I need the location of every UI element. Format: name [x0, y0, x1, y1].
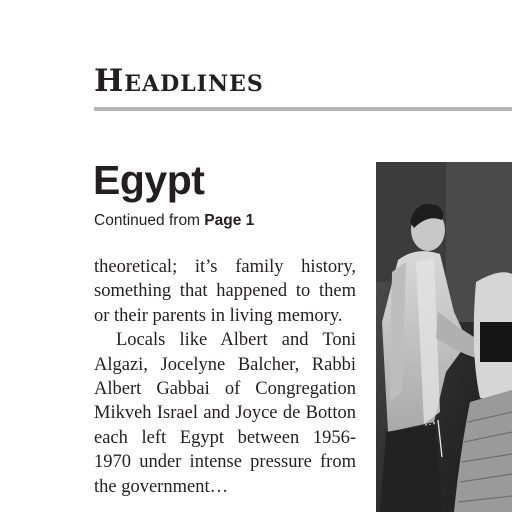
- article-headline: Egypt: [93, 157, 205, 203]
- photo-image: [376, 162, 512, 512]
- section-divider: [94, 107, 512, 111]
- continued-page-link[interactable]: Page 1: [204, 212, 255, 229]
- article-paragraph: Locals like Albert and Toni Algazi, Jocelyne Balcher, Rabbi Albert Gabbai of Congregation Mikveh Israel and Joyce de Botton each left Egypt between 1956-1970 under intense pressure from the government…: [94, 330, 356, 497]
- continued-prefix: Continued from: [94, 212, 205, 229]
- article-photo: [376, 162, 512, 512]
- section-title: Headlines: [94, 63, 264, 99]
- article-body: [94, 255, 356, 512]
- continued-from-line: [94, 212, 254, 230]
- article-paragraph: theoretical; it’s family history, something that happened to them or their parents in living memory.: [94, 257, 356, 326]
